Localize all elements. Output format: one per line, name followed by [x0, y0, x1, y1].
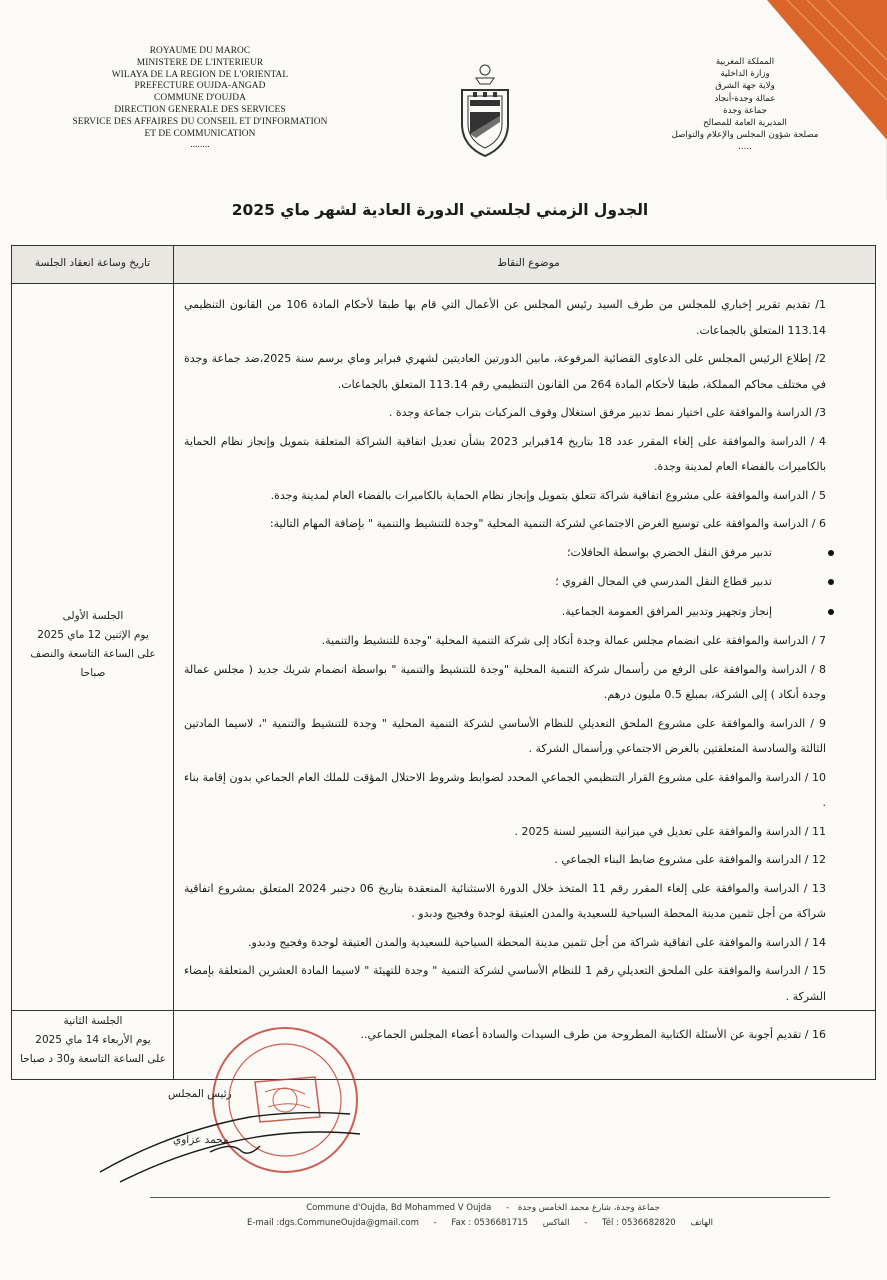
header-fr-line: MINISTERE DE L'INTERIEUR — [136, 57, 264, 68]
official-stamp-icon — [90, 1022, 370, 1192]
footer-fax-ar: الفاكس — [542, 1218, 570, 1228]
session-time: على الساعة التاسعة و30 د صباحا — [20, 1053, 166, 1065]
agenda-item: 10 / الدراسة والموافقة على مشروع القرار التنظيمي الجماعي المحدد لضوابط وشروط الاحتلال المؤقت للملك العام الجماعي بدون إقامة بناء . — [184, 770, 826, 809]
footer-address: Commune d'Oujda, Bd Mohammed V Oujda - جماعة وجدة، شارع محمد الخامس وجدة — [306, 1203, 660, 1213]
header-fr-line: ........ — [190, 140, 210, 151]
header-ar-line: جماعة وجدة — [723, 105, 767, 116]
bullet-list — [184, 540, 786, 625]
agenda-item: 5 / الدراسة والموافقة على مشروع اتفاقية شراكة تتعلق بتمويل وإنجاز نظام الحماية بالكاميرات بالفضاء العام لمدينة وجدة. — [270, 488, 826, 502]
agenda-item: 12 / الدراسة والموافقة على مشروع ضابط البناء الجماعي . — [554, 853, 826, 866]
footer-address-fr: Commune d'Oujda, Bd Mohammed V Oujda — [306, 1203, 492, 1213]
agenda-item: 14 / الدراسة والموافقة على اتفاقية شراكة من أجل تثمين مدينة المحطة السياحية للسعيدية والمدن العتيقة لوجدة وفجيج ودبدو. — [248, 935, 826, 949]
agenda-item: 9 / الدراسة والموافقة على مشروع الملحق التعديلي للنظام الأساسي لشركة التنمية المحلية " وجدة للتنشيط والتنمية "، لاسيما المادتين الثالثة والسادسة المتعلقتين بالغرض الاجتماعي ورأسمال الشركة . — [184, 716, 826, 755]
footer-contact: E-mail :dgs.CommuneOujda@gmail.com - Fax : 0536681715 الفاكس - Tél : 0536682820 الهاتف — [247, 1218, 713, 1228]
footer-fax: Fax : 0536681715 — [451, 1218, 529, 1228]
agenda-item: 3/ الدراسة والموافقة على اختيار نمط تدبير مرفق استغلال وقوف المركبات بتراب جماعة وجدة . — [388, 406, 826, 419]
header-ar-line: المديرية العامة للمصالح — [703, 118, 787, 129]
header-fr-line: DIRECTION GENERALE DES SERVICES — [114, 104, 286, 115]
agenda-item: 7 / الدراسة والموافقة على انضمام مجلس عمالة وجدة أنكاد إلى شركة التنمية المحلية "وجدة للتنشيط والتنمية. — [321, 634, 826, 647]
coat-of-arms-icon — [454, 62, 516, 162]
bullet-item: تدبير مرفق النقل الحضري بواسطة الحافلات؛ — [184, 540, 786, 566]
footer-email: E-mail :dgs.CommuneOujda@gmail.com — [247, 1218, 419, 1228]
header-fr-line: ROYAUME DU MAROC — [149, 46, 251, 56]
column-divider — [173, 245, 174, 1080]
column-header-date: تاريخ وساعة انعقاد الجلسة — [34, 257, 151, 269]
footer-tel: Tél : 0536682820 — [601, 1218, 676, 1228]
header-ar-line: المملكة المغربية — [715, 57, 775, 67]
header-fr-line: SERVICE DES AFFAIRES DU CONSEIL ET D'INFORMATION — [72, 116, 328, 127]
footer-address-ar: جماعة وجدة، شارع محمد الخامس وجدة — [517, 1203, 660, 1213]
session-period: صباحا — [80, 667, 106, 679]
header-arabic — [640, 56, 850, 154]
header-fr-line: WILAYA DE LA REGION DE L'ORIENTAL — [111, 69, 289, 80]
footer-divider — [150, 1197, 830, 1198]
agenda-item: 11 / الدراسة والموافقة على تعديل في ميزانية التسيير لسنة 2025 . — [514, 824, 826, 838]
signatory-name: محمد عزاوي — [173, 1134, 229, 1146]
bullet-item: تدبير قطاع النقل المدرسي في المجال القروي ؛ — [184, 569, 786, 595]
footer-tel-ar: الهاتف — [690, 1218, 713, 1228]
header-fr-line: COMMUNE D'OUJDA — [154, 93, 246, 104]
session-day: يوم الأربعاء 14 ماي 2025 — [35, 1034, 151, 1046]
signature-title: رئيس المجلس — [168, 1088, 232, 1100]
agenda-item: 2/ إطلاع الرئيس المجلس على الدعاوى القضائية المرفوعة، مابين الدورتين العاديتين لشهري فبراير وماي برسم سنة 2025،ضد جماعة وجدة في مختلف محاكم المملكة، طبقا لأحكام المادة 264 من القانون التنظيمي رقم 113.14 المتعلق بالجماعات. — [184, 352, 826, 391]
header-ar-line: ..... — [738, 142, 752, 153]
header-fr-line: ET DE COMMUNICATION — [144, 128, 256, 139]
session-time: على الساعة التاسعة والنصف — [30, 648, 156, 660]
session-name: الجلسة الأولى — [62, 610, 124, 622]
agenda-item: 1/ تقديم تقرير إخباري للمجلس من طرف السيد رئيس المجلس عن الأعمال التي قام بها طبقا لأحكام المادة 106 من القانون التنظيمي 113.14 المتعلق بالجماعات. — [184, 298, 826, 337]
header-ar-line: وزارة الداخلية — [720, 69, 770, 80]
session-day: يوم الإثنين 12 ماي 2025 — [37, 629, 149, 641]
header-french — [50, 46, 350, 152]
document-title: الجدول الزمني لجلستي الدورة العادية لشهر ماي 2025 — [231, 201, 649, 219]
agenda-item-16: 16 / تقديم أجوبة عن الأسئلة الكتابية المطروحة من طرف السيدات والسادة أعضاء المجلس الجماعي.. — [360, 1028, 826, 1041]
agenda-item: 4 / الدراسة والموافقة على إلغاء المقرر عدد 18 بتاريخ 14فبراير 2023 بشأن تعديل اتفاقية الشراكة المتعلقة بتمويل وإنجاز نظام الحماية بالكاميرات بالفضاء العام لمدينة وجدة. — [184, 434, 826, 473]
session-1-info — [14, 607, 172, 683]
bullet-item: إنجاز وتجهيز وتدبير المرافق العمومة الجماعية. — [184, 599, 786, 625]
column-header-points: موضوع النقاط — [497, 257, 560, 269]
agenda-item: 6 / الدراسة والموافقة على توسيع الغرض الاجتماعي لشركة التنمية المحلية "وجدة للتنشيط والتنمية " بإضافة المهام التالية: — [269, 517, 826, 530]
header-ar-line: ولاية جهة الشرق — [715, 81, 775, 92]
header-divider — [11, 283, 876, 284]
agenda-item: 8 / الدراسة والموافقة على الرفع من رأسمال شركة التنمية المحلية "وجدة للتنشيط والتنمية " بواسطة انضمام شريك جديد ( مجلس عمالة وجدة أنكاد ) إلى الشركة، بمبلغ 0.5 مليون درهم. — [184, 662, 826, 701]
header-ar-line: عمالة وجدة-أنجاد — [714, 93, 776, 104]
agenda-item: 15 / الدراسة والموافقة على الملحق التعديلي رقم 1 للنظام الأساسي لشركة التنمية " وجدة للتهيئة " لاسيما المادة العشرين المتعلقة بإمضاء الشركة . — [184, 964, 826, 1003]
agenda-item: 13 / الدراسة والموافقة على إلغاء المقرر رقم 11 المتخذ خلال الدورة الاستثنائية المنعقدة بتاريخ 06 دجنبر 2024 المتعلق بمشروع اتفاقية شراكة من أجل تثمين مدينة المحطة السياحية للسعيدية والمدن العتيقة لوجدة وفجيج ودبدو . — [184, 881, 826, 920]
header-ar-line: مصلحة شؤون المجلس والإعلام والتواصل — [671, 130, 819, 141]
header-fr-line: PREFECTURE OUJDA-ANGAD — [134, 81, 266, 92]
agenda-items-session-1 — [184, 292, 826, 1012]
session-name: الجلسة الثانية — [63, 1015, 123, 1027]
